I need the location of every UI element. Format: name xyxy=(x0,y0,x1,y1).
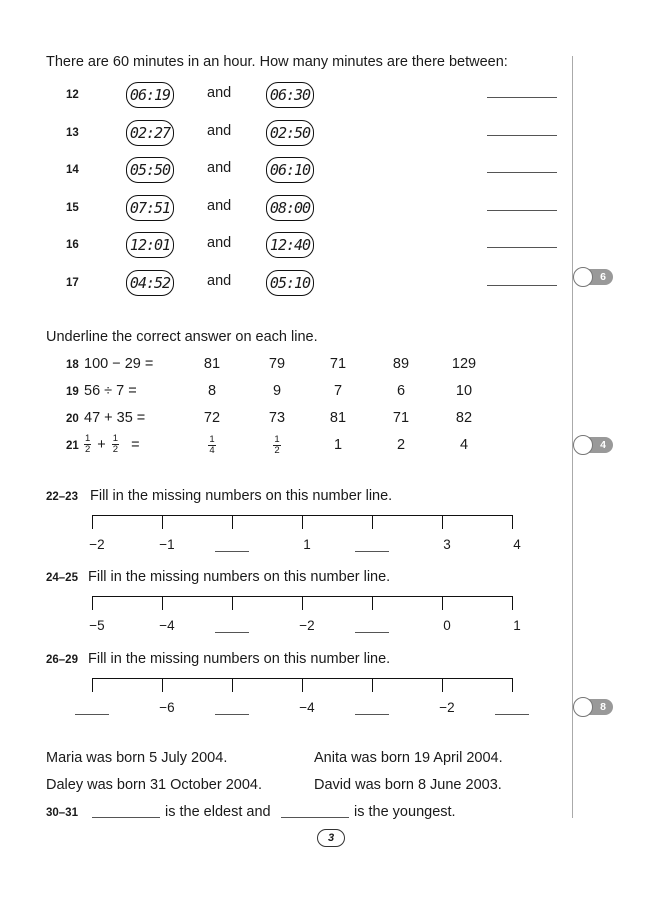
answer-option[interactable]: 9 xyxy=(272,383,282,399)
number-line-tick xyxy=(232,678,233,692)
daley-text: Daley was born 31 October 2004. xyxy=(46,777,263,793)
answer-line[interactable] xyxy=(487,247,557,248)
answer-line[interactable] xyxy=(487,97,557,98)
number-line-instruction: Fill in the missing numbers on this number line. xyxy=(88,569,391,585)
number-line-label: 1 xyxy=(303,537,311,552)
mark-badge xyxy=(573,698,613,716)
clock-start: 12:01 xyxy=(126,232,174,258)
clock-start: 07:51 xyxy=(126,195,174,221)
question-number: 16 xyxy=(66,239,79,251)
missing-number-blank[interactable] xyxy=(355,714,389,715)
missing-number-blank[interactable] xyxy=(75,714,109,715)
mark-circle xyxy=(573,267,593,287)
answer-line[interactable] xyxy=(487,210,557,211)
number-line-instruction: Fill in the missing numbers on this number line. xyxy=(90,488,393,504)
youngest-answer-line[interactable] xyxy=(281,817,349,818)
and-text: and xyxy=(207,122,232,139)
missing-number-blank[interactable] xyxy=(355,632,389,633)
instruction-underline: Underline the correct answer on each line. xyxy=(46,329,318,345)
number-line-tick xyxy=(92,515,93,529)
number-line-label: −5 xyxy=(89,618,105,633)
david-text: David was born 8 June 2003. xyxy=(314,777,502,793)
expression xyxy=(84,434,140,455)
answer-option[interactable] xyxy=(267,435,287,456)
denominator: 2 xyxy=(85,444,91,455)
clock-start: 04:52 xyxy=(126,270,174,296)
missing-number-blank[interactable] xyxy=(215,551,249,552)
and-text: and xyxy=(207,85,232,101)
question-number: 15 xyxy=(66,201,79,214)
missing-number-blank[interactable] xyxy=(355,551,389,552)
page-number: 3 xyxy=(317,829,345,847)
number-line-label: −4 xyxy=(299,700,315,715)
answer-option[interactable] xyxy=(202,435,222,456)
denominator: 4 xyxy=(209,445,215,456)
mark-circle xyxy=(573,697,593,717)
equals-sign: = xyxy=(131,436,140,453)
number-line-label: −2 xyxy=(439,700,455,715)
number-line-tick xyxy=(442,678,443,692)
clock-end: 08:00 xyxy=(266,195,314,221)
answer-line[interactable] xyxy=(487,285,557,286)
answer-option[interactable]: 81 xyxy=(329,410,347,426)
number-line-tick xyxy=(512,678,513,692)
question-number: 14 xyxy=(66,164,79,176)
denominator: 2 xyxy=(112,444,119,455)
question-number: 22–23 xyxy=(46,491,78,503)
mark-circle xyxy=(573,435,593,455)
number-line-tick xyxy=(442,515,443,529)
answer-option[interactable]: 81 xyxy=(203,356,221,372)
clock-start: 02:27 xyxy=(126,120,174,146)
denominator: 2 xyxy=(274,445,280,456)
number-line-tick xyxy=(232,515,233,529)
number-line-label: −4 xyxy=(159,618,175,633)
mark-value: 4 xyxy=(583,437,613,453)
number-line-tick xyxy=(372,596,373,610)
answer-option[interactable]: 71 xyxy=(392,410,410,426)
number-line-label: 0 xyxy=(443,618,451,633)
number-line-tick xyxy=(232,596,233,610)
mark-value: 8 xyxy=(583,699,613,715)
maria-text: Maria was born 5 July 2004. xyxy=(46,750,228,766)
number-line-tick xyxy=(162,515,163,529)
mark-badge xyxy=(573,268,613,286)
question-number: 17 xyxy=(66,276,79,289)
question-number: 26–29 xyxy=(46,654,78,666)
answer-option[interactable]: 6 xyxy=(396,383,406,399)
number-line-label: −6 xyxy=(159,700,175,715)
question-number: 21 xyxy=(66,440,79,452)
clock-end: 12:40 xyxy=(266,232,314,258)
answer-option[interactable]: 82 xyxy=(455,410,473,426)
and-text: and xyxy=(207,160,232,176)
and-text: and xyxy=(207,197,232,214)
number-line-tick xyxy=(372,515,373,529)
answer-option[interactable]: 10 xyxy=(455,383,473,399)
number-line-label: −1 xyxy=(159,537,175,552)
and-text: and xyxy=(207,272,232,289)
expression: 100 − 29 = xyxy=(84,356,154,372)
number-line-tick xyxy=(302,515,303,529)
numerator: 1 xyxy=(274,434,280,445)
number-line-label: −2 xyxy=(89,537,105,552)
plus-sign: + xyxy=(97,436,106,453)
number-line-label: −2 xyxy=(299,618,315,633)
clock-end: 02:50 xyxy=(266,120,314,146)
answer-option[interactable]: 71 xyxy=(329,356,347,372)
number-line-tick xyxy=(302,596,303,610)
answer-option[interactable]: 2 xyxy=(396,437,406,453)
expression: 47 + 35 = xyxy=(84,410,146,426)
fraction xyxy=(112,434,119,455)
mark-badge xyxy=(573,436,613,454)
question-number: 20 xyxy=(66,413,79,425)
answer-line[interactable] xyxy=(487,172,557,173)
expression: 56 ÷ 7 = xyxy=(84,383,137,399)
clock-end: 06:10 xyxy=(266,157,314,183)
number-line-tick xyxy=(512,515,513,529)
clock-end: 06:30 xyxy=(266,82,314,108)
answer-option[interactable]: 8 xyxy=(207,383,217,399)
answer-option[interactable]: 4 xyxy=(459,437,469,453)
eldest-text: is the eldest and xyxy=(165,804,271,820)
question-number: 18 xyxy=(66,359,79,371)
question-number: 12 xyxy=(66,89,79,101)
clock-start: 06:19 xyxy=(126,82,174,108)
missing-number-blank[interactable] xyxy=(495,714,529,715)
answer-option[interactable]: 7 xyxy=(333,383,343,399)
question-number: 24–25 xyxy=(46,572,78,584)
numerator: 1 xyxy=(209,434,215,445)
anita-text: Anita was born 19 April 2004. xyxy=(314,750,503,766)
answer-line[interactable] xyxy=(487,135,557,136)
fraction xyxy=(208,435,215,456)
number-line-instruction: Fill in the missing numbers on this number line. xyxy=(88,651,391,667)
eldest-answer-line[interactable] xyxy=(92,817,160,818)
numerator: 1 xyxy=(112,433,119,444)
clock-end: 05:10 xyxy=(266,270,314,296)
question-number: 19 xyxy=(66,386,79,398)
answer-option[interactable]: 89 xyxy=(392,356,410,372)
number-line-tick xyxy=(92,596,93,610)
and-text: and xyxy=(207,235,232,251)
number-line-tick xyxy=(372,678,373,692)
fraction xyxy=(273,435,280,456)
number-line-tick xyxy=(442,596,443,610)
number-line-tick xyxy=(162,678,163,692)
number-line-label: 4 xyxy=(513,537,521,552)
number-line-tick xyxy=(302,678,303,692)
answer-option[interactable]: 73 xyxy=(268,410,286,426)
answer-option[interactable]: 1 xyxy=(333,437,343,453)
number-line-label: 3 xyxy=(443,537,451,552)
question-number: 30–31 xyxy=(46,807,78,819)
number-line-tick xyxy=(512,596,513,610)
answer-option[interactable]: 79 xyxy=(268,356,286,372)
mark-value: 6 xyxy=(583,269,613,285)
fraction xyxy=(84,434,91,455)
answer-option[interactable]: 129 xyxy=(451,356,477,372)
missing-number-blank[interactable] xyxy=(215,714,249,715)
answer-option[interactable]: 72 xyxy=(203,410,221,426)
instruction-minutes: There are 60 minutes in an hour. How many minutes are there between: xyxy=(46,54,508,70)
number-line-tick xyxy=(162,596,163,610)
number-line-tick xyxy=(92,678,93,692)
numerator: 1 xyxy=(85,433,91,444)
youngest-text: is the youngest. xyxy=(354,804,456,820)
missing-number-blank[interactable] xyxy=(215,632,249,633)
question-number: 13 xyxy=(66,126,79,139)
number-line-label: 1 xyxy=(513,618,521,633)
clock-start: 05:50 xyxy=(126,157,174,183)
